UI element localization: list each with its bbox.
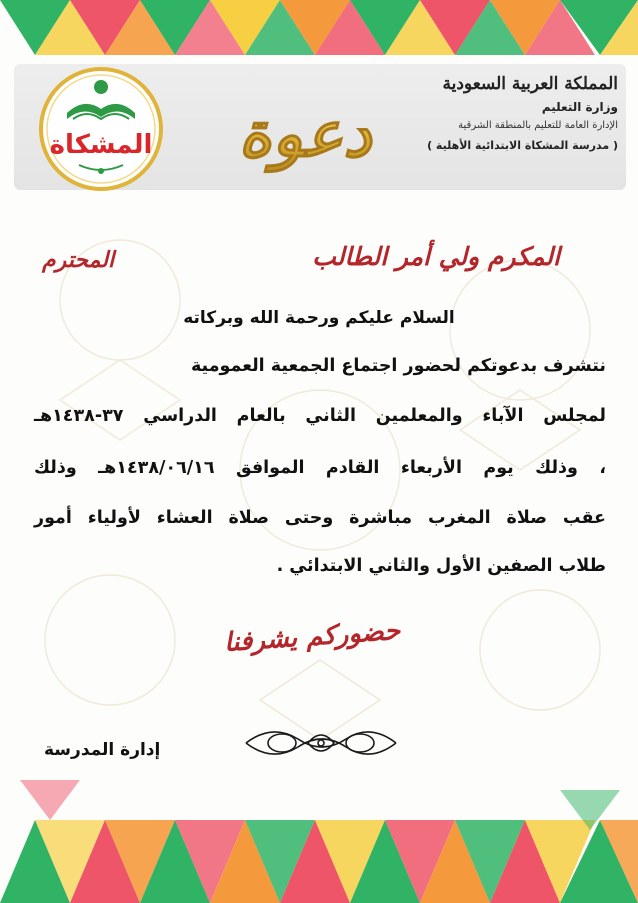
ministry-header: [408, 74, 618, 152]
salutation-honorific: المحترم: [42, 247, 115, 273]
salutation-recipient: المكرم ولي أمر الطالب: [312, 242, 560, 271]
invitation-title: [215, 78, 395, 190]
school-name: ( مدرسة المشكاة الابتدائية الأهلية ): [427, 139, 618, 152]
flourish-ornament: [242, 713, 400, 771]
title-word-text: دعوة: [238, 97, 372, 172]
bottom-triangles: [0, 780, 638, 903]
signature: إدارة المدرسة: [44, 740, 161, 760]
department-name: الإدارة العامة للتعليم بالمنطقة الشرقية: [458, 120, 618, 131]
body-line-4: عقب صلاة المغرب مباشرة وحتى صلاة العشاء لأولياء أمور: [34, 508, 606, 528]
kingdom-name: المملكة العربية السعودية: [442, 74, 618, 94]
logo-text: المشكاة: [49, 130, 153, 160]
top-triangles: [0, 0, 638, 55]
body-line-5: طلاب الصفين الأول والثاني الابتدائي .: [276, 556, 606, 576]
ministry-name: وزارة التعليم: [541, 100, 618, 114]
body-line-2: لمجلس الآباء والمعلمين الثاني بالعام الدراسي ٣٧-١٤٣٨هـ: [34, 406, 606, 426]
body-line-1: نتشرف بدعوتكم لحضور اجتماع الجمعية العمومية: [190, 356, 606, 376]
body-line-3: ، وذلك يوم الأربعاء القادم الموافق ١٤٣٨/٠٦/١٦هـ وذلك: [34, 458, 606, 478]
greeting: السلام عليكم ورحمة الله وبركاته: [183, 308, 455, 328]
closing-phrase: حضوركم يشرفنا: [223, 615, 402, 659]
school-logo: [27, 67, 175, 191]
